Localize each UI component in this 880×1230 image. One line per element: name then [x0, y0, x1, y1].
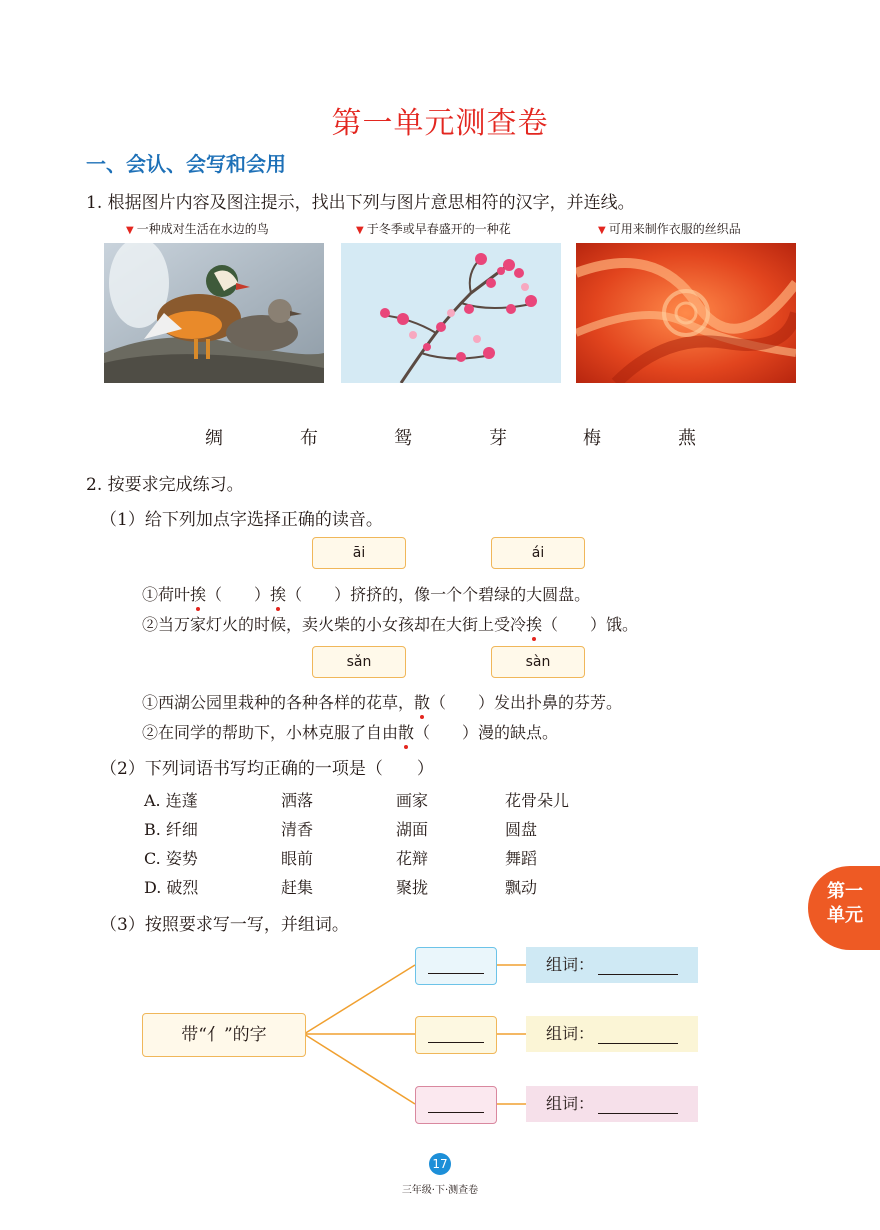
- word-answer-box[interactable]: 组词：: [526, 1016, 698, 1052]
- option-b[interactable]: B. 纤细: [144, 820, 198, 839]
- char-option[interactable]: 芽: [489, 428, 507, 449]
- pinyin-option: ái: [491, 537, 585, 569]
- root-label-box: 带“亻”的字: [142, 1013, 306, 1057]
- pinyin-option: sàn: [491, 646, 585, 678]
- char-option[interactable]: 梅: [583, 428, 601, 449]
- char-option[interactable]: 布: [300, 428, 318, 449]
- answer-blank[interactable]: （ ）发出扑鼻的芬芳。: [430, 693, 623, 712]
- option-word: 聚拢: [396, 878, 429, 897]
- option-word: 画家: [396, 791, 429, 810]
- char-answer-box[interactable]: [415, 947, 497, 985]
- caption-2: ▼ 于冬季或早春盛开的一种花: [356, 222, 511, 236]
- char-option[interactable]: 鸳: [394, 428, 412, 449]
- caption-1: ▼ 一种成对生活在水边的鸟: [126, 222, 269, 236]
- dotted-char: 散: [414, 690, 430, 713]
- char-option[interactable]: 燕: [678, 428, 696, 449]
- sentence: ②在同学的帮助下，小林克服了自由散（ ）漫的缺点。: [142, 720, 558, 743]
- option-word: 赶集: [281, 878, 314, 897]
- dotted-char: 挨: [270, 582, 286, 605]
- option-word: 清香: [281, 820, 314, 839]
- pinyin-option: āi: [312, 537, 406, 569]
- option-word: 花骨朵儿: [505, 791, 570, 810]
- option-word: 舞蹈: [505, 849, 538, 868]
- sentence: ②当万家灯火的时候，卖火柴的小女孩却在大街上受冷挨（ ）饿。: [142, 612, 638, 635]
- triangle-icon: ▼: [356, 225, 364, 236]
- option-word: 花辩: [396, 849, 429, 868]
- word-answer-box[interactable]: 组词：: [526, 947, 698, 983]
- option-word: 湖面: [396, 820, 429, 839]
- dotted-char: 挨: [526, 612, 542, 635]
- dotted-char: 挨: [190, 582, 206, 605]
- answer-blank[interactable]: （ ）漫的缺点。: [414, 723, 559, 742]
- char-answer-box[interactable]: [415, 1086, 497, 1124]
- question-2-3-prompt: （3）按照要求写一写，并组词。: [100, 915, 349, 935]
- question-2-prompt: 2. 按要求完成练习。: [86, 475, 244, 495]
- char-option[interactable]: 绸: [205, 428, 223, 449]
- sentence: ①荷叶挨（ ）挨（ ）挤挤的，像一个个碧绿的大圆盘。: [142, 582, 590, 605]
- question-2-2-prompt: （2）下列词语书写均正确的一项是（ ）: [100, 759, 434, 779]
- option-word: 洒落: [281, 791, 314, 810]
- triangle-icon: ▼: [126, 225, 134, 236]
- option-d[interactable]: D. 破烈: [144, 878, 199, 897]
- option-word: 眼前: [281, 849, 314, 868]
- option-a[interactable]: A. 连蓬: [144, 791, 198, 810]
- answer-blank[interactable]: （ ）: [206, 585, 271, 604]
- char-answer-box[interactable]: [415, 1016, 497, 1054]
- caption-3: ▼ 可用来制作衣服的丝织品: [598, 222, 741, 236]
- option-word: 飘动: [505, 878, 538, 897]
- triangle-icon: ▼: [598, 225, 606, 236]
- question-2-1-prompt: （1）给下列加点字选择正确的读音。: [100, 510, 383, 530]
- pinyin-option: sǎn: [312, 646, 406, 678]
- word-answer-box[interactable]: 组词：: [526, 1086, 698, 1122]
- question-1-prompt: 1. 根据图片内容及图注提示，找出下列与图片意思相符的汉字，并连线。: [86, 193, 635, 213]
- dotted-char: 散: [398, 720, 414, 743]
- footer-text: 三年级·下·测查卷: [401, 1185, 479, 1196]
- option-word: 圆盘: [505, 820, 538, 839]
- unit-side-tab: 第一 单元: [808, 866, 880, 950]
- page-number: 17: [429, 1153, 451, 1175]
- section-heading: 一、会认、会写和会用: [86, 152, 286, 176]
- page-title: 第一单元测查卷: [331, 106, 549, 141]
- answer-blank[interactable]: （ ）饿。: [542, 615, 639, 634]
- option-c[interactable]: C. 姿势: [144, 849, 198, 868]
- sentence: ①西湖公园里栽种的各种各样的花草，散（ ）发出扑鼻的芬芳。: [142, 690, 622, 713]
